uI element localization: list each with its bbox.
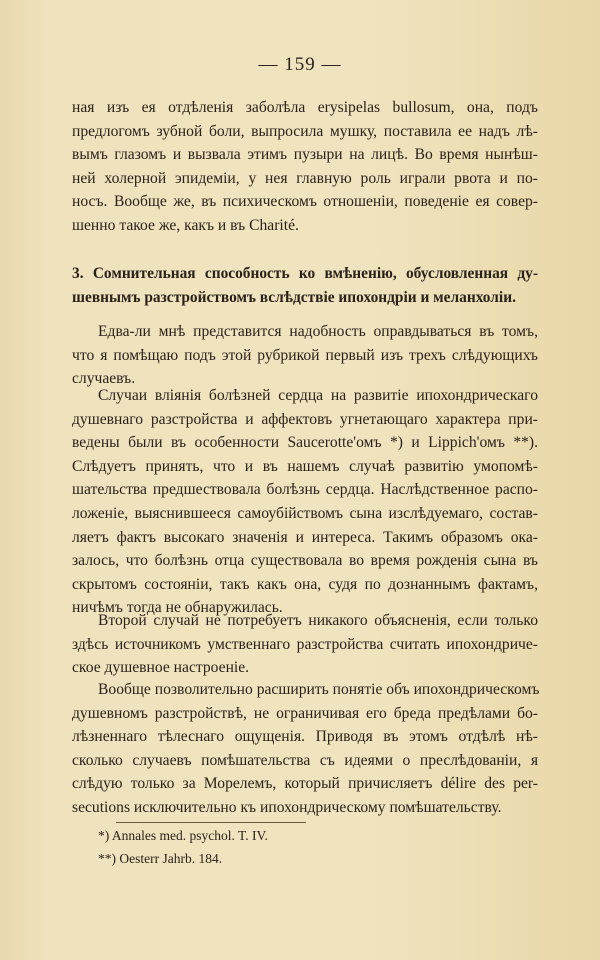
text-line: сколько случаевъ помѣшательства съ идеями о преслѣдованіи, я: [72, 751, 538, 769]
text-line: Случаи вліянія болѣзней сердца на развитіе ипохондрическаго: [98, 387, 538, 404]
text-line: Вообще позволительно расширить понятіе объ ипохондрическомъ: [98, 681, 540, 698]
footnote: **) Oesterr Jahrb. 184.: [98, 851, 223, 866]
text-line: залось, что болѣзнь отца существовала во время рожденія сына въ: [72, 552, 538, 570]
text-line: слѣдую только за Морелемъ, который причисляетъ délire des per-: [72, 775, 538, 793]
text-line: здѣсь источникомъ умственнаго разстройства считать ипохондриче-: [72, 635, 538, 653]
text-line: ничѣмъ тогда не обнаружилась.: [72, 599, 283, 617]
footnote: *) Annales med. psychol. T. IV.: [98, 828, 268, 843]
text-line: ная изъ ея отдѣленія заболѣла erysipelas bullosum, она, подъ: [72, 99, 538, 116]
section-heading: [72, 262, 538, 309]
text-line: ведены были въ особенности Saucerotte'омъ *) и Lippich'омъ **).: [72, 434, 538, 452]
text-line: что я помѣщаю подъ этой рубрикой первый изъ трехъ слѣдующихъ: [72, 346, 538, 364]
page-number: — 159 —: [258, 54, 342, 75]
heading-line: 3. Сомнительная способность ко вмѣненію, обусловленная ду-: [72, 265, 538, 282]
text-line: носъ. Вообще же, въ психическомъ отношеніи, поведеніе ея совер-: [72, 193, 538, 211]
text-line: душевномъ разстройствѣ, не ограничивая его бреда предѣлами бо-: [72, 704, 538, 722]
text-line: вымъ глазомъ и вызвала этимъ пузыри на лицѣ. Во время нынѣш-: [72, 146, 538, 164]
text-line: ляетъ фактъ высокаго значенія и интереса. Такимъ образомъ ока-: [72, 528, 538, 546]
text-line: Едва-ли мнѣ представится надобность оправдываться въ томъ,: [98, 323, 538, 340]
footnotes: [98, 824, 268, 870]
text-line: ней холерной эпидеміи, у нея главную роль играли рвота и по-: [72, 169, 538, 187]
text-line: шательства предшествовала болѣзнь сердца. Наслѣдственное распо-: [72, 481, 538, 499]
text-line: Второй случай не потребуетъ никакого объясненія, если только: [98, 612, 538, 629]
text-line: случаевъ.: [72, 370, 136, 388]
text-line: secutions исключительно къ ипохондрическому помѣшательству.: [72, 798, 502, 816]
text-line: ложеніе, выяснившееся самоубійствомъ сына изслѣдуемаго, состав-: [72, 504, 538, 522]
text-line: шенно такое же, какъ и въ Charité.: [72, 216, 299, 234]
paragraph-intro: [72, 320, 538, 391]
footnote-divider: [116, 822, 306, 823]
paragraph-continuation: [72, 96, 538, 238]
paragraph-second-case: [72, 609, 538, 680]
text-line: душевнаго разстройства и аффектовъ угнетающаго характера при-: [72, 410, 538, 428]
text-line: лѣзненнаго тѣлеснаго ощущенія. Приводя въ этомъ отдѣлѣ нѣ-: [72, 728, 538, 746]
paragraph-heart-disease: [72, 384, 538, 620]
text-line: ское душевное настроеніе.: [72, 659, 250, 677]
text-line: предлогомъ зубной боли, выпросила мушку, поставила ее надъ лѣ-: [72, 122, 538, 140]
text-line: скрытомъ состояніи, такъ какъ она, судя по дознаннымъ фактамъ,: [72, 575, 538, 593]
text-line: Слѣдуетъ принять, что и въ нашемъ случаѣ развитію умопомѣ-: [72, 457, 538, 475]
heading-line: шевнымъ разстройствомъ вслѣдствіе ипохондріи и меланхоліи.: [72, 288, 516, 306]
paragraph-hypochondria: [72, 678, 538, 820]
